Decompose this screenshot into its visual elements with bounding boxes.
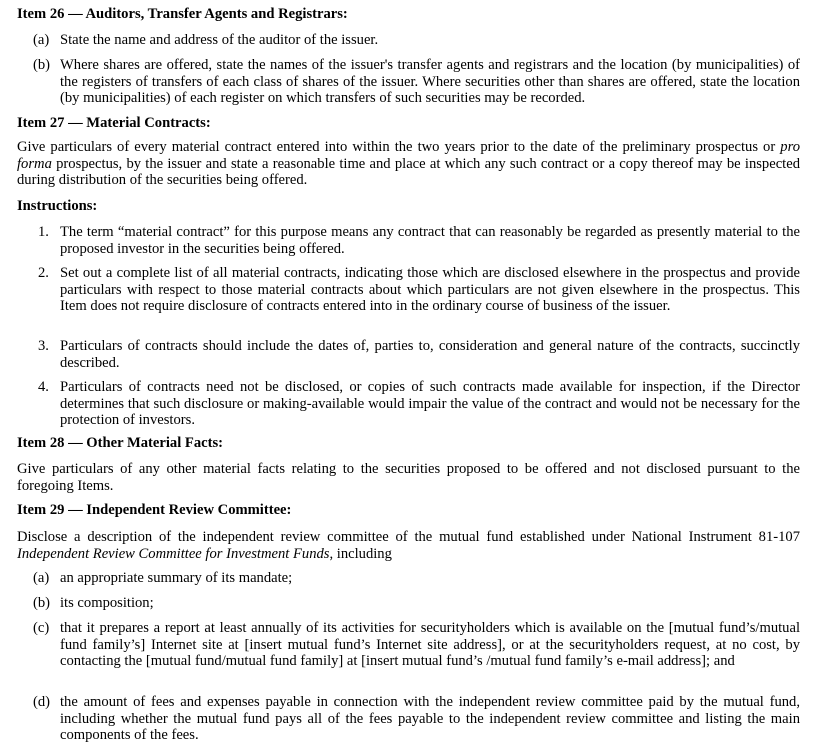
- item-27-paragraph: [17, 139, 800, 189]
- instruction-item-2: [33, 265, 800, 315]
- list-label: (b): [33, 57, 51, 73]
- list-label: (d): [33, 694, 51, 710]
- italic-term: pro forma: [17, 139, 800, 172]
- paragraph-text: , including: [329, 545, 392, 562]
- item-29-list-item-a: [33, 570, 800, 587]
- list-text: Particulars of contracts need not be disclosed, or copies of such contracts made available for inspection, if the Director determines that such disclosure or making-available would impair the value of the contract and would not be necessary for the protection of investors.: [60, 379, 800, 429]
- item-26-list-item-b: [33, 57, 800, 107]
- paragraph-text: prospectus, by the issuer and state a reasonable time and place at which any such contract or a copy thereof may be inspected during distribution of the securities being offered.: [17, 155, 800, 189]
- list-label: 4.: [38, 379, 49, 395]
- instruction-item-1: [33, 224, 800, 257]
- item-29-list-item-b: [33, 595, 800, 612]
- list-text: Particulars of contracts should include the dates of, parties to, consideration and general nature of the contracts, succinctly described.: [60, 338, 800, 371]
- list-text: State the name and address of the auditor of the issuer.: [60, 32, 379, 48]
- list-text: its composition;: [60, 595, 154, 611]
- item-29-list-item-c: [33, 620, 800, 670]
- item-29-list-item-d: [33, 694, 800, 744]
- list-label: (a): [33, 570, 50, 586]
- italic-title: Independent Review Committee for Investment Funds: [17, 545, 330, 562]
- list-label: 1.: [38, 224, 49, 240]
- list-text: that it prepares a report at least annually of its activities for securityholders which is available on the [mutual fund’s/mutual fund family’s] Internet site at [insert mutual fund’s Internet site address], or at the securityholders request, at no cost, by contacting the [mutual fund/mutual fund family] at [insert mutual fund’s /mutual fund family’s e-mail address]; and: [60, 620, 800, 670]
- instruction-item-3: [33, 338, 800, 371]
- instruction-item-4: [33, 379, 800, 429]
- list-text: Set out a complete list of all material contracts, indicating those which are disclosed elsewhere in the prospectus and provide particulars with respect to those material contracts about which particulars are not given elsewhere in the prospectus. This Item does not require disclosure of contracts entered into in the ordinary course of business of the issuer.: [60, 265, 800, 315]
- paragraph-text: Give particulars of every material contract entered into within the two years prior to the date of the preliminary prospectus or: [17, 139, 781, 155]
- item-29-paragraph: [17, 529, 800, 562]
- item-26-heading: Item 26 — Auditors, Transfer Agents and Registrars:: [17, 6, 348, 22]
- list-text: an appropriate summary of its mandate;: [60, 570, 293, 586]
- list-label: 3.: [38, 338, 49, 354]
- list-label: (c): [33, 620, 50, 636]
- item-26-list-item-a: [33, 32, 800, 49]
- list-text: Where shares are offered, state the names of the issuer's transfer agents and registrars and the location (by municipalities) of the registers of transfers of each class of shares of the issuer. Where securities other than shares are offered, state the location (by municipalities) of each register on which transfers of such securities may be recorded.: [60, 57, 800, 107]
- paragraph-text: Disclose a description of the independent review committee of the mutual fund established under National Instrument 81-107: [17, 529, 800, 545]
- list-text: The term “material contract” for this purpose means any contract that can reasonably be regarded as presently material to the proposed investor in the securities being offered.: [60, 224, 800, 257]
- list-label: (b): [33, 595, 51, 611]
- item-28-heading: Item 28 — Other Material Facts:: [17, 435, 224, 451]
- list-text: the amount of fees and expenses payable in connection with the independent review committee paid by the mutual fund, including whether the mutual fund pays all of the fees payable to the independent review committee and listing the main components of the fees.: [60, 694, 800, 744]
- item-27-heading: Item 27 — Material Contracts:: [17, 115, 211, 131]
- item-29-heading: Item 29 — Independent Review Committee:: [17, 502, 292, 518]
- item-28-paragraph: Give particulars of any other material facts relating to the securities proposed to be offered and not disclosed pursuant to the foregoing Items.: [17, 461, 800, 494]
- list-label: (a): [33, 32, 50, 48]
- instructions-heading: Instructions:: [17, 198, 98, 214]
- list-label: 2.: [38, 265, 49, 281]
